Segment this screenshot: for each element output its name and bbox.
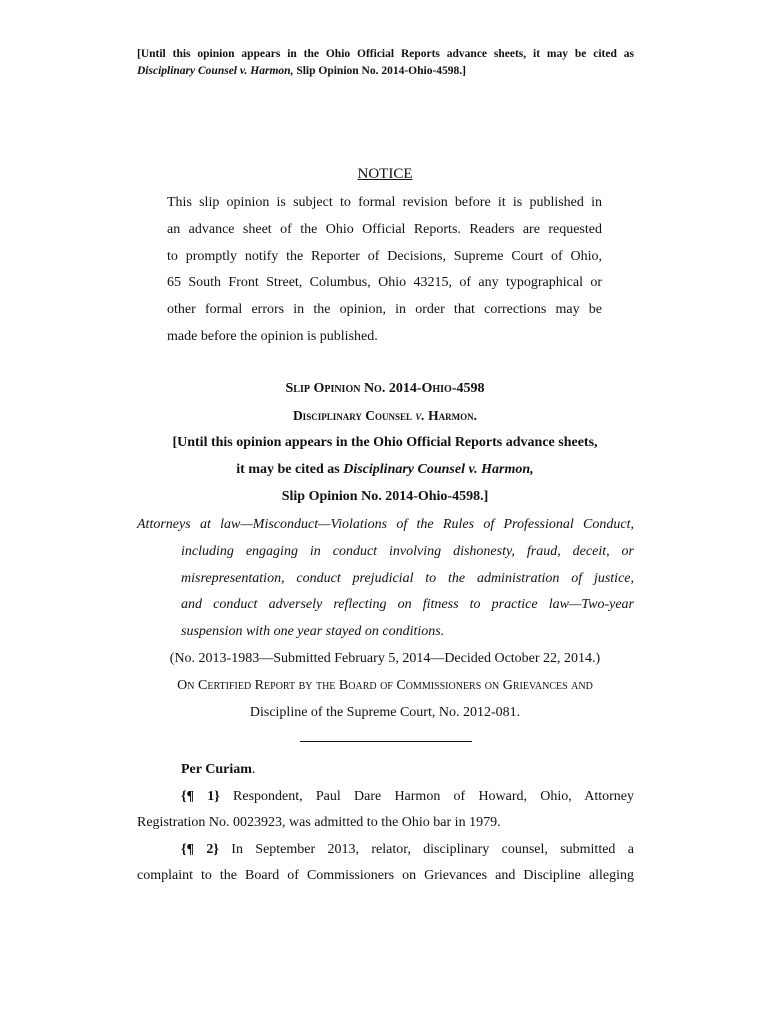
notice-line: an advance sheet of the Ohio Official Reports. Readers are requested — [167, 221, 602, 237]
case-caption — [0, 408, 770, 424]
cite-notice-line-2 — [0, 462, 770, 478]
paragraph-1-line-1 — [137, 784, 634, 811]
case-party-2: Harmon. — [428, 408, 478, 423]
syllabus — [137, 512, 634, 646]
notice-line: This slip opinion is subject to formal revision before it is published in — [167, 195, 602, 210]
notice-body — [167, 190, 602, 351]
cite-notice-line-1: [Until this opinion appears in the Ohio Official Reports advance sheets, — [172, 435, 598, 450]
syllabus-line: and conduct adversely reflecting on fitness to practice law—Two-year — [181, 597, 634, 613]
cite-notice-line-3: Slip Opinion No. 2014-Ohio-4598.] — [281, 489, 489, 504]
paragraph-1-line-2: Registration No. 0023923, was admitted to the Ohio bar in 1979. — [137, 815, 501, 830]
paragraph-1-text: Respondent, Paul Dare Harmon of Howard, Ohio, Attorney — [219, 788, 634, 804]
header-line-2 — [137, 63, 634, 80]
section-divider — [300, 741, 472, 742]
certified-report-line-1: On Certified Report by the Board of Commissioners on Grievances and — [177, 678, 593, 693]
opinion-body — [137, 757, 634, 890]
notice-line: other formal errors in the opinion, in order that corrections may be — [167, 302, 602, 318]
per-curiam-period: . — [251, 762, 256, 777]
header-line-1: [Until this opinion appears in the Ohio Official Reports advance sheets, it may be cited as — [137, 48, 634, 60]
per-curiam: Per Curiam — [181, 762, 252, 777]
syllabus-line: suspension with one year stayed on conditions. — [181, 624, 445, 640]
certified-report-line-2: Discipline of the Supreme Court, No. 2012-081. — [249, 705, 521, 720]
slip-opinion-number: Slip Opinion No. 2014-Ohio-4598 — [285, 381, 485, 396]
paragraph-1-number: {¶ 1} — [181, 788, 220, 804]
citation-header — [137, 46, 634, 80]
notice-line: 65 South Front Street, Columbus, Ohio 43215, of any typographical or — [167, 275, 602, 291]
syllabus-line: Attorneys at law—Misconduct—Violations of the Rules of Professional Conduct, — [137, 517, 634, 532]
header-case-name: Disciplinary Counsel v. Harmon, — [137, 65, 294, 77]
paragraph-2-number: {¶ 2} — [181, 841, 219, 857]
cite-notice-case-name: Disciplinary Counsel v. Harmon, — [343, 462, 534, 477]
paragraph-2-text: In September 2013, relator, disciplinary counsel, submitted a — [218, 841, 634, 857]
per-curiam-line — [137, 757, 634, 784]
docket-line: (No. 2013-1983—Submitted February 5, 2014—Decided October 22, 2014.) — [169, 651, 601, 666]
case-versus: v. — [412, 408, 429, 423]
notice-line: to promptly notify the Reporter of Decisions, Supreme Court of Ohio, — [167, 248, 602, 264]
paragraph-2-line-1 — [137, 837, 634, 864]
header-slip-cite: Slip Opinion No. 2014-Ohio-4598.] — [293, 65, 466, 77]
case-party-1: Disciplinary Counsel — [292, 408, 413, 423]
syllabus-line: misrepresentation, conduct prejudicial to the administration of justice, — [181, 570, 634, 586]
notice-line: made before the opinion is published. — [167, 328, 378, 344]
cite-notice-prefix: it may be cited as — [236, 462, 344, 477]
paragraph-2-line-2: complaint to the Board of Commissioners on Grievances and Discipline alleging — [137, 868, 634, 883]
syllabus-line: including engaging in conduct involving dishonesty, fraud, deceit, or — [181, 543, 634, 559]
notice-title: NOTICE — [357, 166, 413, 182]
